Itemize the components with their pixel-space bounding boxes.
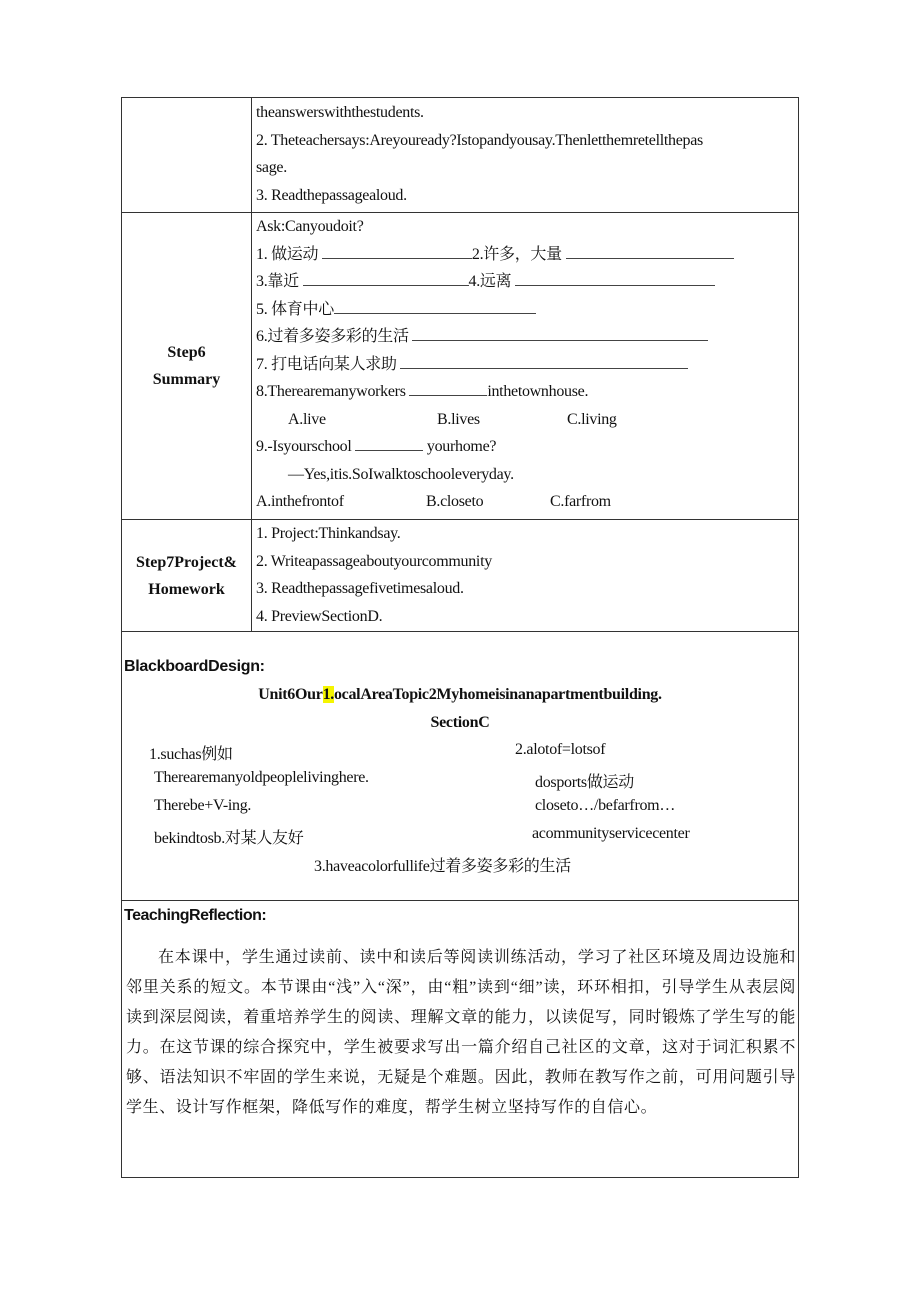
- homework-item: 2. Writeapassageaboutyourcommunity: [256, 552, 492, 570]
- step7-content-cell: [252, 520, 798, 631]
- vocab-line: [256, 351, 798, 379]
- step7-sublabel: Homework: [148, 580, 225, 598]
- step5-content-cell: [252, 98, 798, 212]
- question-text: 9.-Isyourschool: [256, 438, 352, 455]
- vocab-item: 6.过着多姿多彩的生活: [256, 328, 409, 345]
- option: C.living: [567, 410, 617, 428]
- step5-line: 3. Readthepassagealoud.: [256, 186, 407, 204]
- vocab-line: [256, 323, 798, 351]
- homework-item: 3. Readthepassagefivetimesaloud.: [256, 580, 464, 597]
- option: B.closeto: [426, 493, 484, 510]
- question-text: inthetownhouse.: [487, 383, 589, 400]
- step5-line: sage.: [256, 159, 287, 176]
- step6-label-cell: [122, 213, 252, 519]
- blackboard-title: [122, 686, 798, 704]
- step5-line: 2. Theteachersays:Areyouready?Istopandyousay.Thenletthemretellthepas: [256, 131, 703, 149]
- blackboard-right-item: 2.alotof=lotsof: [515, 741, 606, 758]
- options-line: [256, 488, 798, 516]
- option: A.inthefrontof: [256, 493, 344, 510]
- blackboard-left-item: 1.suchas例如: [149, 746, 233, 763]
- blackboard-left-item: bekindtosb.对某人友好: [154, 830, 304, 847]
- vocab-item: 3.靠近: [256, 273, 299, 290]
- answer-blank[interactable]: [322, 243, 472, 259]
- question-line: [256, 378, 798, 406]
- step6-content-cell: [252, 213, 798, 519]
- answer-blank[interactable]: [400, 353, 688, 369]
- answer-blank[interactable]: [334, 298, 536, 314]
- option: B.lives: [437, 410, 480, 428]
- vocab-item: 4.远离: [468, 273, 512, 290]
- vocab-line: [256, 296, 798, 324]
- answer-blank[interactable]: [409, 380, 487, 396]
- step6-sublabel: Summary: [152, 371, 221, 388]
- reflection-cell: [122, 901, 798, 1123]
- question-text: 8.Therearemanyworkers: [256, 383, 406, 400]
- options-line: [256, 406, 798, 434]
- blackboard-right-item: acommunityservicecenter: [532, 825, 690, 842]
- reflection-heading: TeachingReflection:: [124, 907, 267, 924]
- vocab-item: 2.许多，大量: [471, 245, 562, 263]
- step7-label: Step7Project&: [136, 553, 237, 571]
- option: C.farfrom: [550, 493, 611, 510]
- answer-blank[interactable]: [303, 270, 469, 286]
- answer-blank[interactable]: [412, 325, 708, 341]
- step5-line: theanswerswiththestudents.: [256, 104, 424, 121]
- vocab-item: 7. 打电话向某人求助: [256, 355, 397, 373]
- blackboard-left-item: Therebe+V-ing.: [154, 797, 252, 814]
- title-part: ocalAreaTopic2Myhomeisinanapartmentbuilding.: [333, 686, 662, 703]
- homework-item: 4. PreviewSectionD.: [256, 607, 383, 625]
- blackboard-row: [122, 632, 798, 901]
- step5-row: [122, 98, 798, 213]
- blackboard-bottom-item: 3.haveacolorfullife过着多姿多彩的生活: [314, 858, 571, 875]
- blackboard-right-item: closeto…/befarfrom…: [535, 797, 676, 814]
- step5-label-cell: [122, 98, 252, 212]
- lesson-plan-table: [121, 97, 799, 1178]
- ask-line: Ask:Canyoudoit?: [256, 218, 364, 235]
- step6-label: Step6: [167, 344, 206, 361]
- title-part: Unit6Our: [258, 686, 323, 703]
- reflection-row: [122, 901, 798, 1177]
- answer-blank[interactable]: [566, 243, 734, 259]
- blackboard-left-item: Therearemanyoldpeoplelivinghere.: [154, 769, 369, 786]
- title-highlight: 1.: [322, 686, 334, 703]
- vocab-line: [256, 241, 798, 269]
- vocab-item: 1. 做运动: [256, 245, 319, 263]
- blackboard-heading: BlackboardDesign:: [124, 658, 265, 675]
- blackboard-right-item: dosports做运动: [535, 774, 634, 791]
- answer-blank[interactable]: [515, 270, 715, 286]
- answer-blank[interactable]: [355, 435, 423, 451]
- step7-label-cell: [122, 520, 252, 631]
- question-line: [256, 433, 798, 461]
- step6-row: [122, 213, 798, 520]
- step7-row: [122, 520, 798, 632]
- answer-line: —Yes,itis.SoIwalktoschooleveryday.: [288, 465, 514, 483]
- vocab-line: [256, 268, 798, 296]
- blackboard-section: SectionC: [430, 714, 490, 731]
- reflection-text: 在本课中，学生通过读前、读中和读后等阅读训练活动，学习了社区环境及周边设施和邻里关系的短文。本节课由“浅”入“深”，由“粗”读到“细”读，环环相扣，引导学生从表层阅读到深层阅读，着重培养学生的阅读、理解文章的能力，以读促写，同时锻炼了学生写的能力。在这节课的综合探究中，学生被要求写出一篇介绍自己社区的文章，这对于词汇积累不够、语法知识不牢固的学生来说，无疑是个难题。因此，教师在教写作之前，可用问题引导学生、设计写作框架，降低写作的难度，帮学生树立坚持写作的自信心。: [126, 949, 796, 1116]
- vocab-item: 5. 体育中心: [256, 300, 334, 318]
- question-text: yourhome?: [426, 438, 497, 455]
- option: A.live: [288, 410, 326, 428]
- homework-item: 1. Project:Thinkandsay.: [256, 525, 401, 542]
